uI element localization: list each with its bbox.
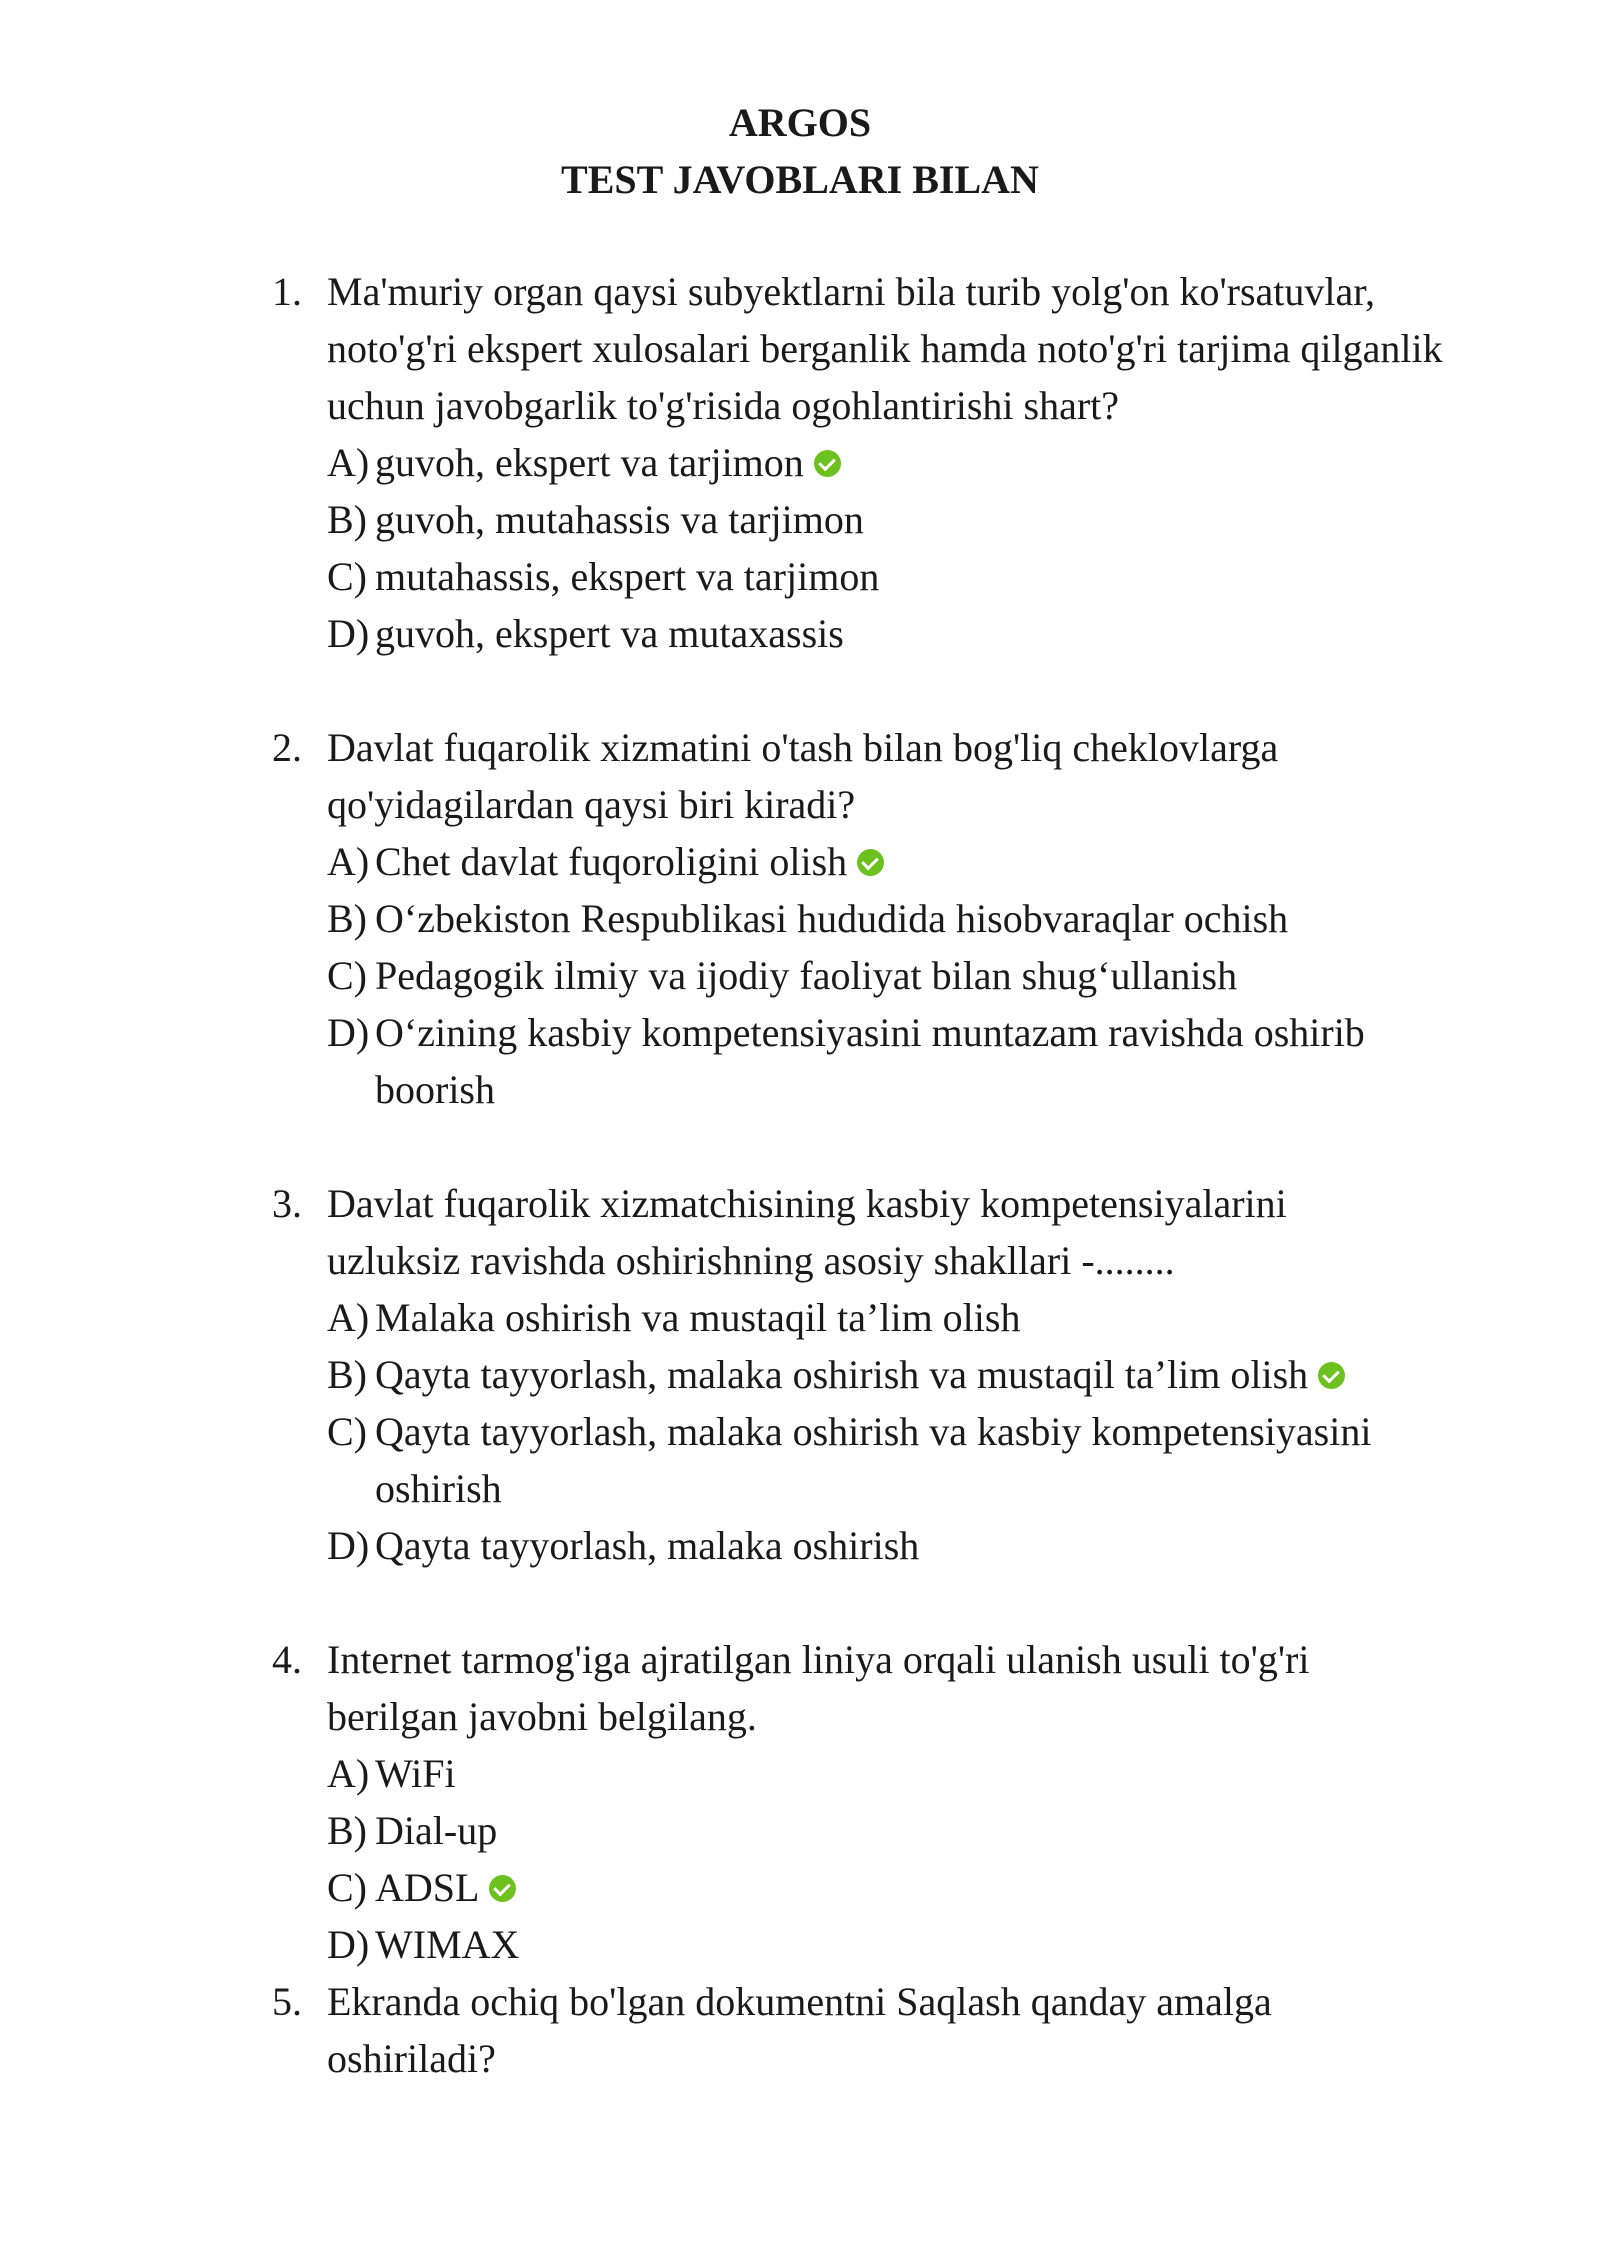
option-label: A) [327,839,370,884]
correct-check-icon [489,1875,516,1902]
question-text: Davlat fuqarolik xizmatchisining kasbiy kompetensiyalarini uzluksiz ravishda oshirishning asosiy shakllari -........ [327,1181,1287,1283]
answer-option-c [327,548,1492,605]
option-label: B) [327,1808,367,1853]
question-number: 2. [272,725,302,770]
option-text: Qayta tayyorlash, malaka oshirish [375,1523,920,1568]
option-text: Dial-up [375,1808,498,1853]
question-1 [272,263,1492,662]
answer-option-d [327,1004,1455,1118]
question-number: 4. [272,1637,302,1682]
option-text: mutahassis, ekspert va tarjimon [375,554,880,599]
document-subtitle: TEST JAVOBLARI BILAN [561,157,1039,202]
option-text: Qayta tayyorlash, malaka oshirish va kasbiy kompetensiyasini oshirish [375,1409,1372,1511]
option-label: B) [327,896,367,941]
question-text: Davlat fuqarolik xizmatini o'tash bilan bog'liq cheklovlarga qo'yidagilardan qaysi biri kiradi? [327,725,1279,827]
answer-options [327,434,1492,662]
answer-options [327,1745,1492,1973]
option-text: WIMAX [375,1922,520,1967]
question-number: 3. [272,1181,302,1226]
answer-options [327,1289,1492,1574]
option-label: C) [327,1865,367,1910]
question-5 [272,1973,1492,2087]
answer-option-c [327,1403,1505,1517]
option-text: guvoh, ekspert va mutaxassis [375,611,844,656]
option-text: Pedagogik ilmiy va ijodiy faoliyat bilan shug‘ullanish [375,953,1238,998]
answer-option-b [327,1802,1492,1859]
question-list [272,263,1492,2087]
question-2 [272,719,1492,1118]
answer-option-b [327,491,1492,548]
option-label: A) [327,1751,370,1796]
question-4 [272,1631,1492,1973]
answer-option-a [327,434,1492,491]
option-text: O‘zbekiston Respublikasi hududida hisobvaraqlar ochish [375,896,1289,941]
answer-option-d [327,605,1492,662]
correct-check-icon [857,849,884,876]
option-text: WiFi [375,1751,456,1796]
option-text: guvoh, ekspert va tarjimon [375,440,804,485]
option-label: D) [327,1523,370,1568]
question-text: Ekranda ochiq bo'lgan dokumentni Saqlash qanday amalga oshiriladi? [327,1979,1272,2081]
correct-check-icon [1318,1362,1345,1389]
option-text: Chet davlat fuqoroligini olish [375,839,848,884]
question-text: Internet tarmog'iga ajratilgan liniya orqali ulanish usuli to'g'ri berilgan javobni belgilang. [327,1637,1310,1739]
answer-options [327,833,1492,1118]
option-label: A) [327,1295,370,1340]
answer-option-a [327,1745,1492,1802]
answer-option-d [327,1517,1492,1574]
option-label: B) [327,497,367,542]
option-text: Qayta tayyorlash, malaka oshirish va mustaqil ta’lim olish [375,1352,1309,1397]
document-title: ARGOS [728,100,872,145]
option-text: guvoh, mutahassis va tarjimon [375,497,864,542]
question-number: 5. [272,1979,302,2024]
option-text: O‘zining kasbiy kompetensiyasini muntazam ravishda oshirib boorish [375,1010,1365,1112]
answer-option-c [327,1859,1492,1916]
question-3 [272,1175,1492,1574]
option-label: D) [327,1922,370,1967]
answer-option-c [327,947,1492,1004]
option-label: D) [327,1010,370,1055]
answer-option-a [327,833,1492,890]
option-label: C) [327,953,367,998]
answer-option-a [327,1289,1492,1346]
answer-option-b [327,1346,1492,1403]
answer-option-d [327,1916,1492,1973]
correct-check-icon [814,450,841,477]
option-label: C) [327,1409,367,1454]
answer-option-b [327,890,1492,947]
option-label: C) [327,554,367,599]
option-text: ADSL [375,1865,480,1910]
option-text: Malaka oshirish va mustaqil ta’lim olish [375,1295,1021,1340]
option-label: D) [327,611,370,656]
question-text: Ma'muriy organ qaysi subyektlarni bila turib yolg'on ko'rsatuvlar, noto'g'ri ekspert xulosalari berganlik hamda noto'g'ri tarjima qilganlik uchun javobgarlik to'g'risida ogohlantirishi shart? [327,269,1443,428]
question-number: 1. [272,269,302,314]
option-label: B) [327,1352,367,1397]
option-label: A) [327,440,370,485]
